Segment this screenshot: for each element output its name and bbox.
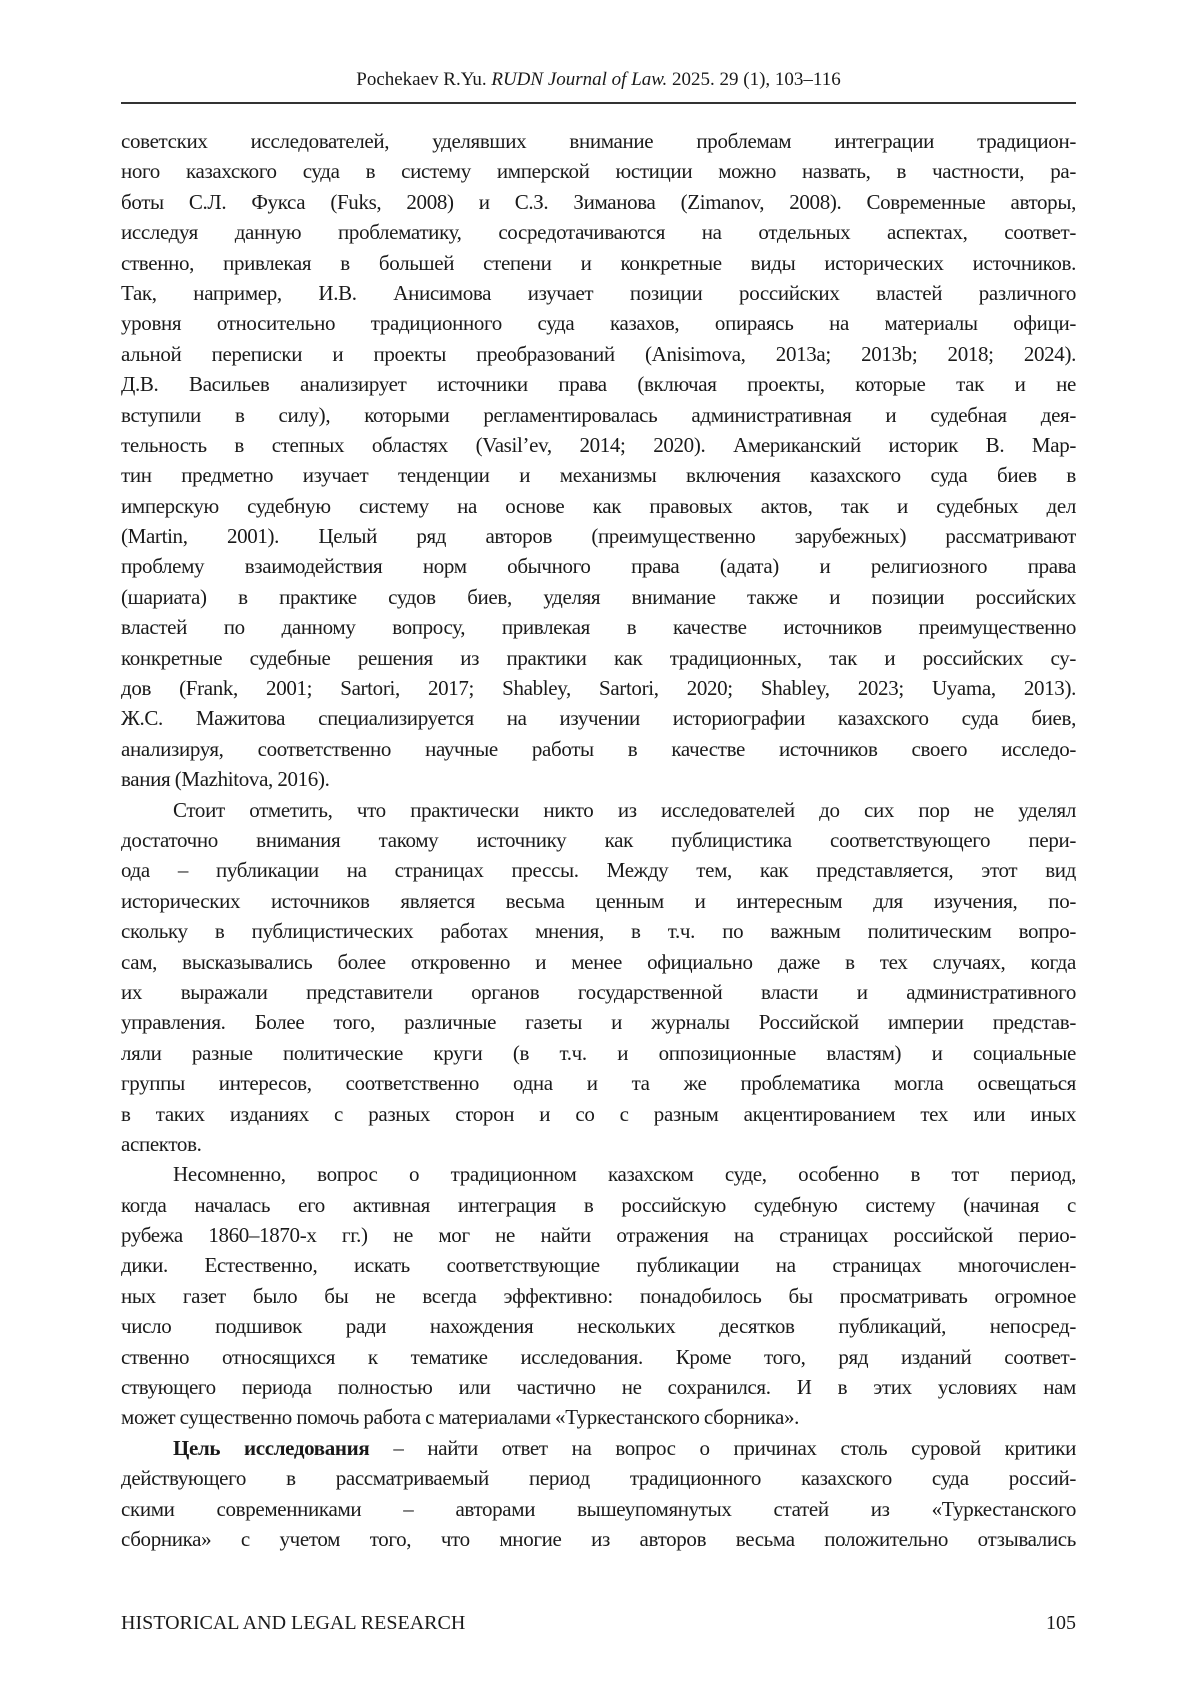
- text-line: [121, 460, 1076, 490]
- text-line: [121, 703, 1076, 733]
- text-line: [121, 1038, 1076, 1068]
- line-text: Ж.С. Мажитова специализируется на изучении историографии казахского суда биев,: [121, 706, 1076, 730]
- text-line: [121, 764, 1076, 794]
- line-text: дов (Frank, 2001; Sartori, 2017; Shabley, Sartori, 2020; Shabley, 2023; Uyama, 2013).: [121, 676, 1076, 700]
- running-footer: [121, 1609, 1076, 1637]
- text-line: [121, 1129, 1076, 1159]
- text-line: [121, 1250, 1076, 1280]
- line-text: анализируя, соответственно научные работы в качестве источников своего исследо-: [121, 737, 1076, 761]
- text-line: [121, 156, 1076, 186]
- text-line: [121, 1402, 1076, 1432]
- text-line: [121, 916, 1076, 946]
- page-number: 105: [1046, 1609, 1076, 1637]
- text-line: [121, 521, 1076, 551]
- header-issue: 2025. 29 (1), 103–116: [672, 69, 841, 90]
- text-line: [121, 339, 1076, 369]
- line-text: проблему взаимодействия норм обычного права (адата) и религиозного права: [121, 554, 1076, 578]
- line-text: – найти ответ на вопрос о причинах столь суровой критики: [369, 1436, 1076, 1460]
- text-line: [121, 1099, 1076, 1129]
- text-line: [121, 430, 1076, 460]
- article-body: [121, 126, 1076, 1554]
- text-line: [121, 278, 1076, 308]
- line-text: Так, например, И.В. Анисимова изучает позиции российских властей различного: [121, 281, 1076, 305]
- text-line: [121, 308, 1076, 338]
- line-text: вания (Mazhitova, 2016).: [121, 767, 330, 791]
- text-line: [121, 886, 1076, 916]
- line-text: имперскую судебную систему на основе как правовых актов, так и судебных дел: [121, 494, 1076, 518]
- text-line: [121, 369, 1076, 399]
- paragraph: [121, 795, 1076, 1160]
- text-line: [121, 825, 1076, 855]
- line-text: их выражали представители органов государственной власти и административного: [121, 980, 1076, 1004]
- line-text: достаточно внимания такому источнику как публицистика соответствующего пери-: [121, 828, 1076, 852]
- line-text: дики. Естественно, искать соответствующие публикации на страницах многочислен-: [121, 1253, 1076, 1277]
- line-text: ного казахского суда в систему имперской юстиции можно назвать, в частности, ра-: [121, 159, 1076, 183]
- line-text: уровня относительно традиционного суда казахов, опираясь на материалы офици-: [121, 311, 1076, 335]
- line-text: рубежа 1860–1870-х гг.) не мог не найти отражения на страницах российской перио-: [121, 1223, 1076, 1247]
- line-text: исторических источников является весьма ценным и интересным для изучения, по-: [121, 889, 1076, 913]
- text-line: [121, 248, 1076, 278]
- paragraph: [121, 1159, 1076, 1433]
- line-text: тельность в степных областях (Vasil’ev, 2014; 2020). Американский историк В. Мар-: [121, 433, 1076, 457]
- text-line: [121, 1159, 1076, 1189]
- text-line: [121, 947, 1076, 977]
- line-text: ода – публикации на страницах прессы. Между тем, как представляется, этот вид: [121, 858, 1076, 882]
- footer-section: HISTORICAL AND LEGAL RESEARCH: [121, 1609, 465, 1637]
- line-text: действующего в рассматриваемый период традиционного казахского суда россий-: [121, 1466, 1076, 1490]
- line-text: тин предметно изучает тенденции и механизмы включения казахского суда биев в: [121, 463, 1076, 487]
- text-line: [121, 217, 1076, 247]
- text-line: [121, 1190, 1076, 1220]
- line-text: ствующего периода полностью или частично не сохранился. И в этих условиях нам: [121, 1375, 1076, 1399]
- line-text: Стоит отметить, что практически никто из исследователей до сих пор не уделял: [173, 798, 1076, 822]
- text-line: [121, 400, 1076, 430]
- paragraph: [121, 126, 1076, 795]
- line-text: (Martin, 2001). Целый ряд авторов (преимущественно зарубежных) рассматривают: [121, 524, 1076, 548]
- text-line: [121, 643, 1076, 673]
- text-line: [121, 612, 1076, 642]
- line-text: Несомненно, вопрос о традиционном казахском суде, особенно в тот период,: [173, 1162, 1076, 1186]
- paragraph: [121, 1433, 1076, 1555]
- line-text: управления. Более того, различные газеты и журналы Российской империи представ-: [121, 1010, 1076, 1034]
- text-line: [121, 126, 1076, 156]
- header-journal: RUDN Journal of Law.: [491, 69, 667, 90]
- line-text: властей по данному вопросу, привлекая в качестве источников преимущественно: [121, 615, 1076, 639]
- header-author: Pochekaev R.Yu.: [356, 69, 486, 90]
- text-line: [121, 977, 1076, 1007]
- line-text: может существенно помочь работа с материалами «Туркестанского сборника».: [121, 1405, 799, 1429]
- line-text: скольку в публицистических работах мнения, в т.ч. по важным политическим вопро-: [121, 919, 1076, 943]
- text-line: [121, 1433, 1076, 1463]
- text-line: [121, 187, 1076, 217]
- line-text: аспектов.: [121, 1132, 202, 1156]
- line-text: (шариата) в практике судов биев, уделяя внимание также и позиции российских: [121, 585, 1076, 609]
- line-text: альной переписки и проекты преобразований (Anisimova, 2013a; 2013b; 2018; 2024).: [121, 342, 1076, 366]
- text-line: [121, 1007, 1076, 1037]
- text-line: [121, 551, 1076, 581]
- bold-lead: Цель исследования: [173, 1436, 369, 1460]
- text-line: [121, 734, 1076, 764]
- text-line: [121, 491, 1076, 521]
- text-line: [121, 1281, 1076, 1311]
- text-line: [121, 1311, 1076, 1341]
- line-text: ственно, привлекая в большей степени и конкретные виды исторических источников.: [121, 251, 1076, 275]
- line-text: боты С.Л. Фукса (Fuks, 2008) и С.З. Зиманова (Zimanov, 2008). Современные авторы,: [121, 190, 1076, 214]
- line-text: группы интересов, соответственно одна и та же проблематика могла освещаться: [121, 1071, 1076, 1095]
- line-text: исследуя данную проблематику, сосредотачиваются на отдельных аспектах, соответ-: [121, 220, 1076, 244]
- text-line: [121, 1342, 1076, 1372]
- line-text: скими современниками – авторами вышеупомянутых статей из «Туркестанского: [121, 1497, 1076, 1521]
- text-line: [121, 673, 1076, 703]
- line-text: ляли разные политические круги (в т.ч. и оппозиционные властям) и социальные: [121, 1041, 1076, 1065]
- line-text: в таких изданиях с разных сторон и со с разным акцентированием тех или иных: [121, 1102, 1076, 1126]
- line-text: когда началась его активная интеграция в российскую судебную систему (начиная с: [121, 1193, 1076, 1217]
- line-text: ственно относящихся к тематике исследования. Кроме того, ряд изданий соответ-: [121, 1345, 1076, 1369]
- line-text: конкретные судебные решения из практики как традиционных, так и российских су-: [121, 646, 1076, 670]
- text-line: [121, 1494, 1076, 1524]
- text-line: [121, 1463, 1076, 1493]
- text-line: [121, 855, 1076, 885]
- running-header: [121, 66, 1076, 94]
- line-text: число подшивок ради нахождения нескольких десятков публикаций, непосред-: [121, 1314, 1076, 1338]
- line-text: сборника» с учетом того, что многие из авторов весьма положительно отзывались: [121, 1527, 1076, 1551]
- line-text: советских исследователей, уделявших внимание проблемам интеграции традицион-: [121, 129, 1076, 153]
- line-text: сам, высказывались более откровенно и менее официально даже в тех случаях, когда: [121, 950, 1076, 974]
- text-line: [121, 1068, 1076, 1098]
- line-text: Д.В. Васильев анализирует источники права (включая проекты, которые так и не: [121, 372, 1076, 396]
- text-line: [121, 1220, 1076, 1250]
- line-text: ных газет было бы не всегда эффективно: понадобилось бы просматривать огромное: [121, 1284, 1076, 1308]
- header-rule: [121, 102, 1076, 104]
- text-line: [121, 1524, 1076, 1554]
- text-line: [121, 1372, 1076, 1402]
- line-text: вступили в силу), которыми регламентировалась административная и судебная дея-: [121, 403, 1076, 427]
- text-line: [121, 795, 1076, 825]
- text-line: [121, 582, 1076, 612]
